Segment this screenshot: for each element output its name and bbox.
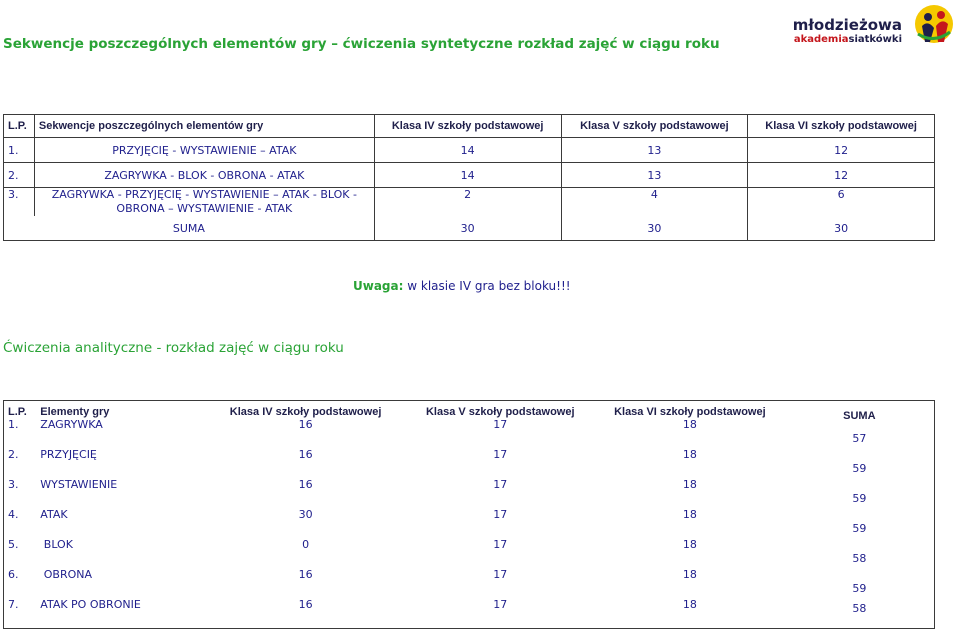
table-row [4, 598, 935, 629]
row-class-iv: 16 [298, 568, 313, 581]
sum-row [4, 216, 935, 241]
row-lp: 3. [4, 188, 35, 217]
row-name: ZAGRYWKA - BLOK - OBRONA - ATAK [34, 163, 374, 188]
header-class-vi: Klasa VI szkoły podstawowej [595, 401, 785, 419]
row-class-vi: 18 [682, 448, 697, 461]
row-class-iv: 30 [298, 508, 313, 521]
header-element: Elementy gry [36, 401, 205, 419]
row-class-iv: 16 [298, 418, 313, 431]
row-name: WYSTAWIENIE [40, 478, 118, 491]
header-sequence: Sekwencje poszczególnych elementów gry [34, 115, 374, 138]
row-class-iv: 0 [302, 538, 310, 551]
table-row [4, 478, 935, 508]
row-lp: 1. [4, 138, 35, 163]
note-label: Uwaga: [353, 279, 404, 293]
row-sum: 57 [852, 432, 867, 445]
sum-class-v: 30 [561, 216, 748, 241]
row-sum: 58 [852, 602, 867, 615]
row-class-v: 17 [493, 418, 508, 431]
row-class-v: 17 [493, 478, 508, 491]
logo-text-line2 [794, 34, 902, 45]
elements-table [3, 400, 935, 629]
row-class-v: 17 [493, 538, 508, 551]
row-class-vi: 18 [682, 508, 697, 521]
row-class-vi: 18 [595, 598, 785, 629]
logo-text-line1: młodzieżowa [792, 16, 902, 34]
row-lp: 5. [4, 538, 37, 568]
row-class-vi: 12 [748, 163, 935, 188]
table-row [4, 448, 935, 478]
row-class-iv: 16 [206, 598, 406, 629]
table-row [4, 538, 935, 568]
table-row [4, 138, 935, 163]
row-lp: 6. [4, 568, 37, 598]
row-name: ZAGRYWKA [40, 418, 103, 431]
table-header-row [4, 115, 935, 138]
row-name: PRZYJĘCIĘ - WYSTAWIENIE – ATAK [34, 138, 374, 163]
row-class-vi: 18 [682, 478, 697, 491]
row-class-v: 17 [493, 448, 508, 461]
header-lp: L.P. [4, 401, 37, 419]
row-name: PRZYJĘCIĘ [40, 448, 97, 461]
table-row [4, 163, 935, 188]
volleyball-figures-icon [914, 4, 954, 46]
row-name: BLOK [40, 538, 73, 551]
row-sum: 59 [852, 582, 867, 595]
logo-text-siatkowki: siatkówki [848, 34, 902, 45]
row-class-vi: 18 [682, 418, 697, 431]
row-class-v: 17 [493, 508, 508, 521]
note-text: w klasie IV gra bez bloku!!! [403, 279, 571, 293]
row-lp: 1. [4, 418, 37, 448]
row-name: ZAGRYWKA - PRZYJĘCIĘ - WYSTAWIENIE – ATAK - BLOK - OBRONA – WYSTAWIENIE - ATAK [34, 188, 374, 217]
sequences-table [3, 114, 935, 241]
header-class-vi: Klasa VI szkoły podstawowej [748, 115, 935, 138]
row-name: ATAK [40, 508, 68, 521]
logo [792, 4, 954, 48]
table-row [4, 508, 935, 538]
sum-label: SUMA [4, 216, 375, 241]
header-class-v: Klasa V szkoły podstawowej [405, 401, 595, 419]
row-class-v: 17 [493, 568, 508, 581]
row-sum: 59 [852, 492, 867, 505]
section-title: Ćwiczenia analityczne - rozkład zajęć w ciągu roku [3, 340, 344, 356]
row-sum: 59 [852, 522, 867, 535]
row-class-iv: 14 [374, 138, 561, 163]
row-lp: 4. [4, 508, 37, 538]
header-sum: SUMA [785, 405, 935, 423]
sum-class-vi: 30 [748, 216, 935, 241]
row-lp: 2. [4, 163, 35, 188]
row-class-iv: 16 [298, 448, 313, 461]
table-row [4, 418, 935, 448]
sum-class-iv: 30 [374, 216, 561, 241]
row-class-iv: 16 [298, 478, 313, 491]
row-class-v: 13 [561, 163, 748, 188]
row-class-v: 13 [561, 138, 748, 163]
row-class-v: 17 [405, 598, 595, 629]
row-class-vi: 6 [748, 188, 935, 217]
row-name: ATAK PO OBRONIE [36, 598, 205, 629]
row-lp: 7. [4, 598, 37, 629]
header-class-v: Klasa V szkoły podstawowej [561, 115, 748, 138]
page-title: Sekwencje poszczególnych elementów gry – ćwiczenia syntetyczne rozkład zajęć w ciągu roku [3, 36, 720, 52]
row-class-vi: 18 [682, 538, 697, 551]
row-class-iv: 2 [374, 188, 561, 217]
row-class-vi: 18 [682, 568, 697, 581]
row-lp: 2. [4, 448, 37, 478]
header-lp: L.P. [4, 115, 35, 138]
note [353, 279, 571, 293]
table-row [4, 188, 935, 217]
table-header-row [4, 401, 935, 419]
row-class-vi: 12 [748, 138, 935, 163]
row-name: OBRONA [40, 568, 93, 581]
logo-text-akademia: akademia [793, 34, 849, 45]
header-class-iv: Klasa IV szkoły podstawowej [374, 115, 561, 138]
row-class-v: 4 [561, 188, 748, 217]
table-row [4, 568, 935, 598]
row-lp: 3. [4, 478, 37, 508]
header-class-iv: Klasa IV szkoły podstawowej [206, 401, 406, 419]
row-sum: 59 [852, 462, 867, 475]
row-sum: 58 [852, 552, 867, 565]
row-class-iv: 14 [374, 163, 561, 188]
